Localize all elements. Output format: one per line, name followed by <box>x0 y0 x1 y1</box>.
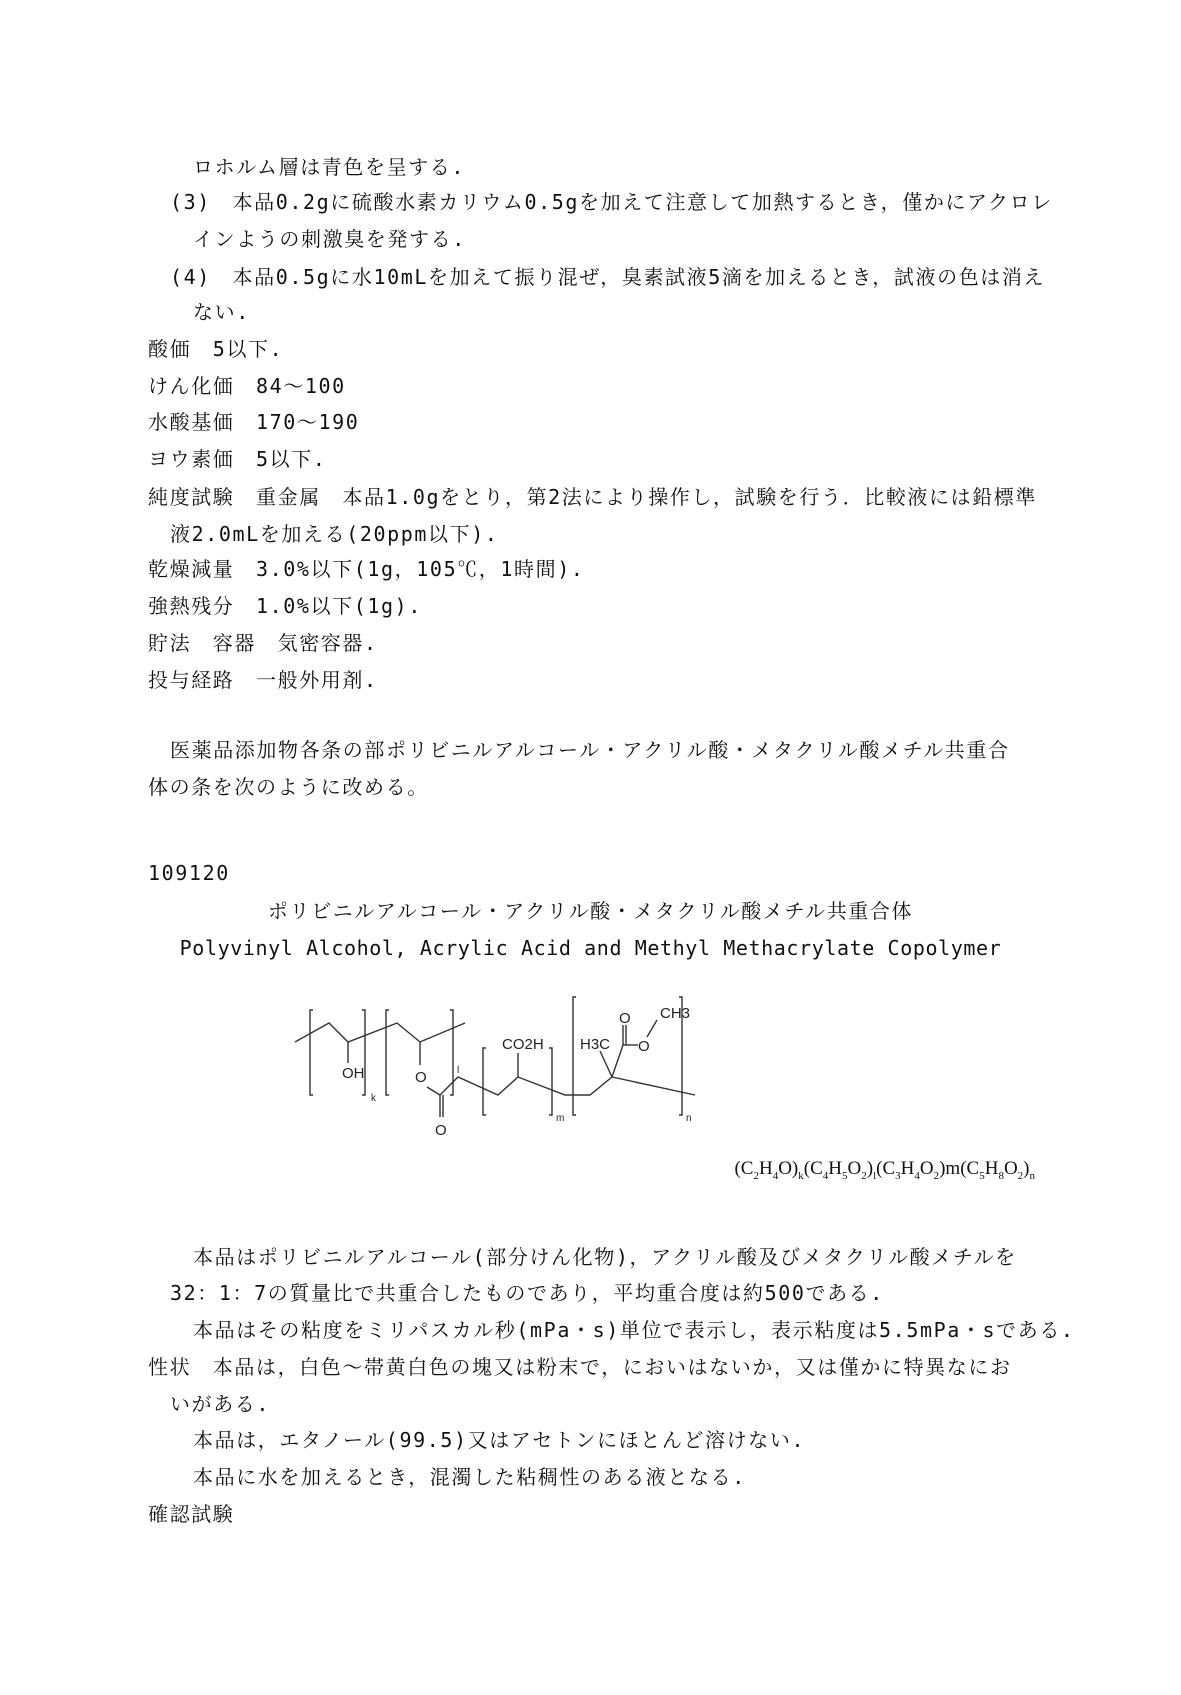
text-line: (3) 本品0.2gに硫酸水素カリウム0.5gを加えて注意して加熱するとき，僅かにアクロレ <box>170 190 1053 214</box>
amendment-line: 医薬品添加物各条の部ポリビニルアルコール・アクリル酸・メタクリル酸メチル共重合 <box>170 738 1010 762</box>
text-line: 貯法 容器 気密容器. <box>148 631 378 655</box>
monograph-title-en: Polyvinyl Alcohol, Acrylic Acid and Methyl Methacrylate Copolymer <box>179 936 1002 960</box>
text-line: 酸価 5以下. <box>148 337 284 361</box>
section-heading: 確認試験 <box>148 1502 235 1526</box>
label-o: O <box>415 1069 427 1086</box>
amendment-line: 体の条を次のように改める。 <box>148 775 429 799</box>
text-line: ロホルム層は青色を呈する. <box>193 155 466 179</box>
label-n: n <box>686 1113 692 1124</box>
text-line: ヨウ素価 5以下. <box>148 447 327 471</box>
label-co2h: CO2H <box>502 1036 544 1053</box>
text-line: 純度試験 重金属 本品1.0gをとり，第2法により操作し，試験を行う．比較液には鉛標準 <box>148 485 1038 509</box>
text-line: 水酸基価 170～190 <box>148 410 360 434</box>
molecular-formula: $(C_2H_4O)_k(C_4H_5O_2)_l(C_3H_4O_2)m(C_5H_8O_2)_n$ <box>734 1158 1035 1182</box>
body-line: 性状 本品は，白色～帯黄白色の塊又は粉末で，においはないか，又は僅かに特異なにお <box>148 1355 1012 1379</box>
text-line: 強熱残分 1.0%以下(1g). <box>148 594 422 618</box>
label-o: O <box>435 1122 447 1139</box>
body-line: 32：1：7の質量比で共重合したものであり，平均重合度は約500である. <box>170 1281 884 1305</box>
text-line: インようの刺激臭を発する. <box>193 227 466 251</box>
label-o: O <box>619 1010 631 1027</box>
label-h3c: H3C <box>580 1036 611 1053</box>
monograph-code: 109120 <box>148 861 230 885</box>
text-line: 乾燥減量 3.0%以下(1g，105℃，1時間). <box>148 557 585 581</box>
monograph-title-ja: ポリビニルアルコール・アクリル酸・メタクリル酸メチル共重合体 <box>267 899 914 923</box>
body-line: 本品に水を加えるとき，混濁した粘稠性のある液となる. <box>193 1465 746 1489</box>
text-line: 投与経路 一般外用剤. <box>148 668 378 692</box>
label-m: m <box>556 1113 565 1124</box>
text-line: (4) 本品0.5gに水10mLを加えて振り混ぜ，臭素試液5滴を加えるとき，試液の色は消え <box>170 265 1046 289</box>
text-line: 液2.0mLを加える(20ppm以下). <box>170 522 499 546</box>
body-line: 本品はポリビニルアルコール(部分けん化物)，アクリル酸及びメタクリル酸メチルを <box>193 1245 1017 1269</box>
label-k: k <box>371 1093 376 1104</box>
label-ch3: CH3 <box>660 1005 691 1022</box>
label-oh: OH <box>342 1065 365 1082</box>
text-line: ない. <box>193 300 250 324</box>
structural-formula <box>290 985 890 1145</box>
body-line: 本品はその粘度をミリパスカル秒(mPa・s)単位で表示し，表示粘度は5.5mPa・sである. <box>193 1318 1075 1342</box>
text-line: けん化価 84～100 <box>148 374 346 398</box>
body-line: 本品は，エタノール(99.5)又はアセトンにほとんど溶けない. <box>193 1428 806 1452</box>
label-o: O <box>638 1038 650 1055</box>
label-l: l <box>457 1065 460 1076</box>
body-line: いがある. <box>170 1392 271 1416</box>
